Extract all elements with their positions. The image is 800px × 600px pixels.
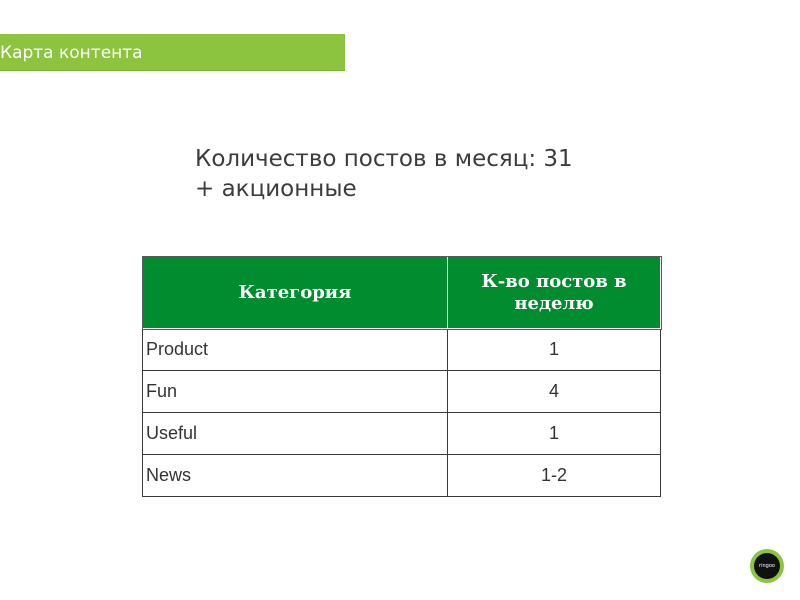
table-header-row — [143, 257, 661, 329]
column-header-posts-per-week: К-во постов в неделю — [448, 257, 661, 329]
count-cell: 1 — [448, 413, 661, 455]
brand-logo-icon — [750, 549, 784, 583]
table-row — [143, 455, 661, 497]
posts-per-month-text — [195, 144, 635, 204]
column-header-category: Категория — [143, 257, 448, 329]
header-band — [0, 34, 345, 71]
count-cell: 1 — [448, 329, 661, 371]
table-row — [143, 413, 661, 455]
table-row — [143, 371, 661, 413]
content-plan-table — [142, 256, 661, 497]
slide-title: Карта контента — [0, 43, 143, 63]
category-cell: Product — [143, 329, 448, 371]
category-cell: Useful — [143, 413, 448, 455]
brand-logo-text: ringoo — [754, 553, 780, 579]
table-row — [143, 329, 661, 371]
promo-posts-line: + акционные — [195, 176, 357, 202]
count-cell: 1-2 — [448, 455, 661, 497]
count-cell: 4 — [448, 371, 661, 413]
posts-per-month-line: Количество постов в месяц: 31 — [195, 146, 573, 172]
category-cell: News — [143, 455, 448, 497]
category-cell: Fun — [143, 371, 448, 413]
